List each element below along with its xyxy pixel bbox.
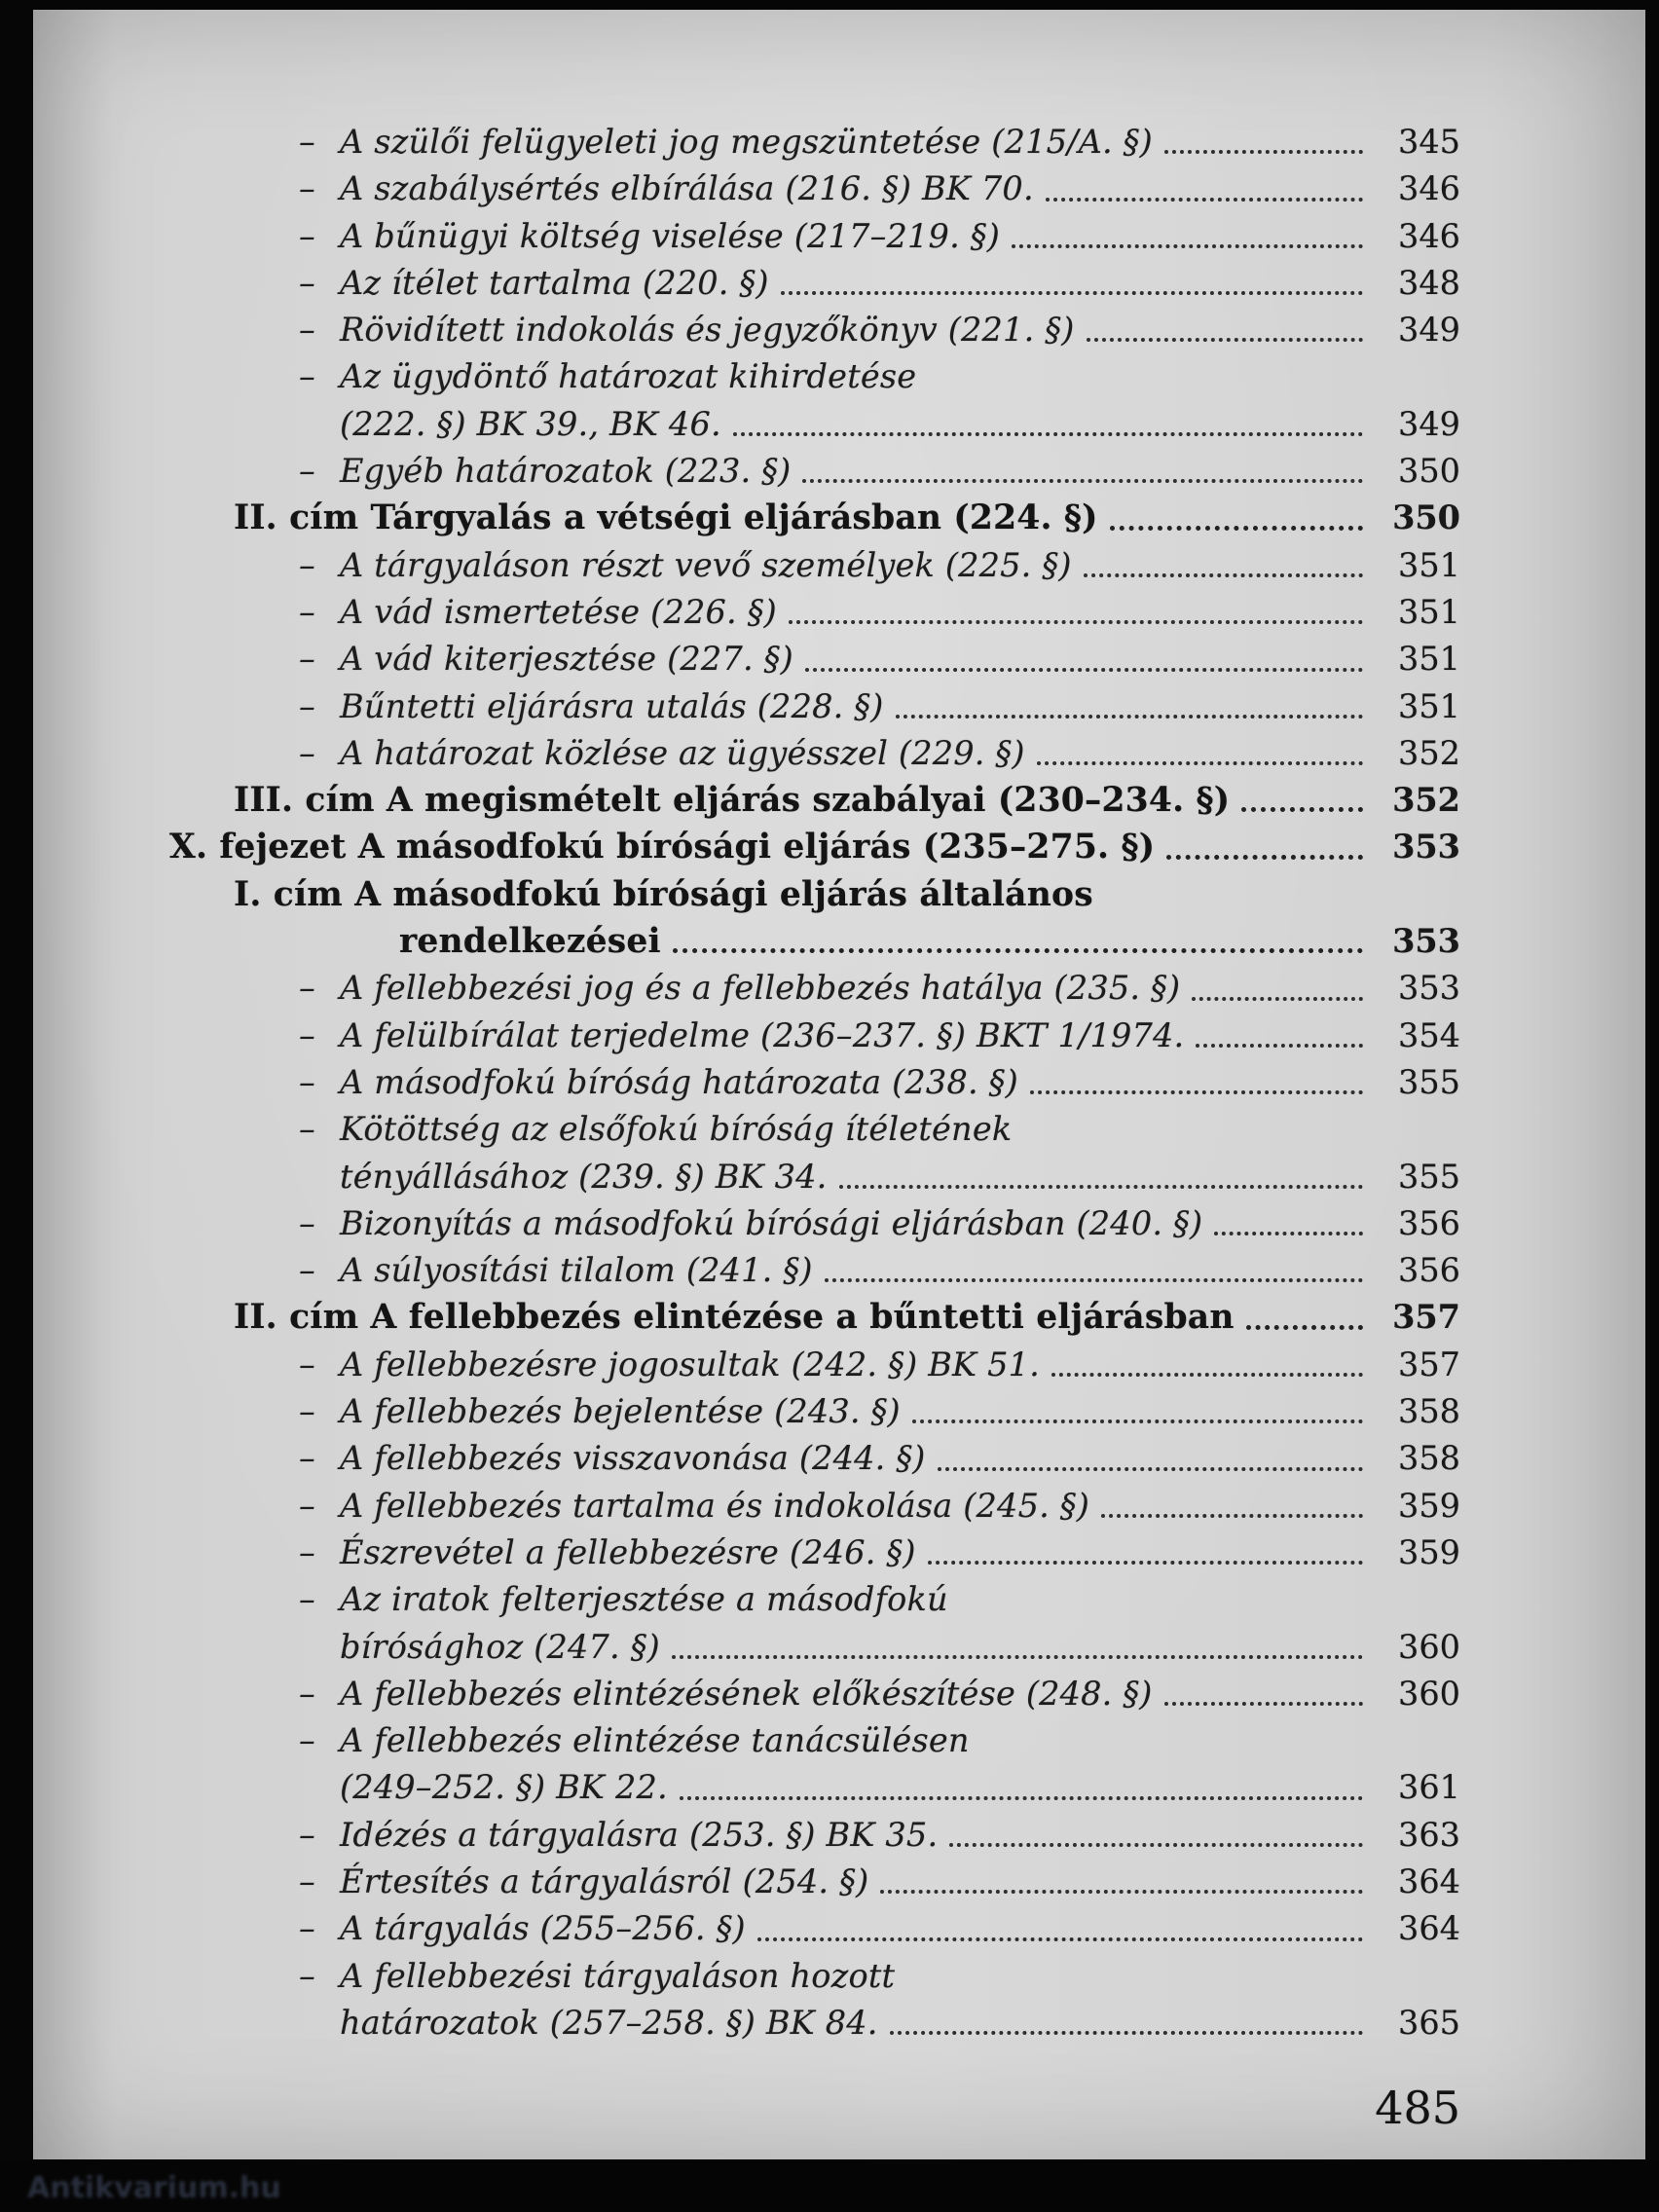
toc-entry-page-number: 353 <box>1398 969 1460 1008</box>
table-of-contents <box>169 119 1460 2046</box>
toc-entry-text: A fellebbezési jog és a fellebbezés hatálya (235. §) <box>340 969 1181 1008</box>
dot-leader <box>1051 1373 1363 1377</box>
toc-entry-page-number: 359 <box>1398 1532 1460 1571</box>
toc-entry-page-number: 352 <box>1398 733 1460 772</box>
toc-row <box>169 1106 1460 1153</box>
toc-row <box>169 824 1460 870</box>
toc-entry-text: A felülbírálat terjedelme (236–237. §) BKT 1/1974. <box>340 1015 1185 1054</box>
entry-dash: – <box>299 452 315 491</box>
entry-dash: – <box>299 1532 315 1571</box>
dot-leader <box>1037 761 1363 765</box>
dot-leader <box>890 2031 1363 2035</box>
toc-entry-page-number: 363 <box>1398 1815 1460 1854</box>
book-page <box>33 10 1645 2159</box>
toc-row <box>169 1717 1460 1764</box>
toc-row <box>169 1530 1460 1576</box>
dot-leader <box>928 1561 1363 1565</box>
dot-leader <box>1012 244 1363 248</box>
entry-dash: – <box>299 1486 315 1525</box>
entry-dash: – <box>299 1815 315 1854</box>
toc-row <box>169 213 1460 260</box>
toc-entry-text: (249–252. §) BK 22. <box>340 1768 668 1807</box>
toc-entry-text: A vád ismertetése (226. §) <box>340 592 777 631</box>
toc-entry-page-number: 358 <box>1398 1439 1460 1478</box>
entry-dash: – <box>299 1956 315 1995</box>
entry-dash: – <box>299 1909 315 1948</box>
toc-entry-page-number: 355 <box>1398 1062 1460 1101</box>
dot-leader <box>1164 150 1363 154</box>
toc-row <box>169 1905 1460 1952</box>
toc-entry-page-number: 349 <box>1398 404 1460 443</box>
toc-entry-text: Egyéb határozatok (223. §) <box>340 452 792 491</box>
dot-leader <box>880 1890 1363 1894</box>
scan-border-bottom <box>0 2159 1659 2212</box>
entry-dash: – <box>299 592 315 631</box>
dot-leader <box>825 1278 1363 1282</box>
dot-leader <box>673 948 1363 953</box>
toc-entry-page-number: 346 <box>1398 169 1460 208</box>
toc-row <box>169 1859 1460 1905</box>
dot-leader <box>1101 1514 1363 1518</box>
toc-entry-text: A fellebbezés elintézése tanácsülésen <box>340 1721 970 1760</box>
dot-leader <box>1246 1325 1363 1330</box>
toc-row <box>169 1483 1460 1530</box>
dot-leader <box>781 291 1363 295</box>
toc-row <box>169 1013 1460 1059</box>
toc-row <box>169 965 1460 1012</box>
watermark-text: Antikvarium.hu <box>27 2171 281 2205</box>
toc-entry-text: A fellebbezés visszavonása (244. §) <box>340 1439 926 1478</box>
toc-entry-page-number: 364 <box>1398 1909 1460 1948</box>
toc-entry-page-number: 351 <box>1398 545 1460 584</box>
dot-leader <box>938 1467 1363 1471</box>
toc-entry-text: II. cím A fellebbezés elintézése a bűntetti eljárásban <box>234 1298 1235 1338</box>
toc-entry-text: III. cím A megismételt eljárás szabályai (230–234. §) <box>234 781 1231 821</box>
entry-dash: – <box>299 733 315 772</box>
dot-leader <box>1084 573 1363 577</box>
dot-leader <box>1214 1232 1363 1235</box>
dot-leader <box>789 620 1363 624</box>
entry-dash: – <box>299 1392 315 1431</box>
toc-entry-text: A tárgyaláson részt vevő személyek (225. §) <box>340 545 1072 584</box>
toc-entry-text: Értesítés a tárgyalásról (254. §) <box>340 1862 869 1900</box>
toc-entry-text: A szabálysértés elbírálása (216. §) BK 70. <box>340 169 1034 208</box>
toc-row <box>169 166 1460 212</box>
toc-row <box>169 260 1460 307</box>
scan-border-left <box>0 0 33 2212</box>
toc-row <box>169 777 1460 824</box>
toc-entry-page-number: 354 <box>1398 1015 1460 1054</box>
toc-entry-text: Rövidített indokolás és jegyzőkönyv (221. §) <box>340 311 1075 350</box>
dot-leader <box>1196 1044 1363 1048</box>
toc-entry-page-number: 351 <box>1398 686 1460 725</box>
dot-leader <box>733 432 1363 436</box>
toc-entry-text: A fellebbezés bejelentése (243. §) <box>340 1392 901 1431</box>
toc-row <box>169 119 1460 166</box>
toc-entry-page-number: 351 <box>1398 640 1460 679</box>
toc-entry-page-number: 353 <box>1392 922 1460 961</box>
toc-row <box>169 1435 1460 1482</box>
toc-entry-text: Az ítélet tartalma (220. §) <box>340 263 769 302</box>
toc-row <box>169 1812 1460 1859</box>
dot-leader <box>1241 807 1363 812</box>
toc-entry-text: A fellebbezésre jogosultak (242. §) BK 51. <box>340 1345 1040 1383</box>
dot-leader <box>1087 338 1364 342</box>
toc-entry-page-number: 349 <box>1398 311 1460 350</box>
dot-leader <box>1110 526 1363 531</box>
toc-entry-page-number: 360 <box>1398 1627 1460 1666</box>
dot-leader <box>896 715 1363 719</box>
toc-entry-text: Idézés a tárgyalásra (253. §) BK 35. <box>340 1815 939 1854</box>
toc-entry-page-number: 358 <box>1398 1392 1460 1431</box>
toc-row <box>169 636 1460 682</box>
scan-border-top <box>0 0 1659 10</box>
toc-entry-text: Bűntetti eljárásra utalás (228. §) <box>340 686 884 725</box>
toc-row <box>169 448 1460 495</box>
toc-row <box>169 683 1460 730</box>
toc-entry-text: Az ügydöntő határozat kihirdetése <box>340 357 917 396</box>
toc-row <box>169 918 1460 965</box>
dot-leader <box>802 479 1363 483</box>
toc-entry-page-number: 361 <box>1398 1768 1460 1807</box>
toc-row <box>169 1200 1460 1247</box>
page-number: 485 <box>1375 2082 1460 2134</box>
toc-row <box>169 1247 1460 1294</box>
toc-row <box>169 307 1460 353</box>
entry-dash: – <box>299 640 315 679</box>
toc-row <box>169 730 1460 777</box>
toc-entry-text: II. cím Tárgyalás a vétségi eljárásban (224. §) <box>234 498 1098 538</box>
dot-leader <box>672 1655 1363 1659</box>
toc-entry-page-number: 348 <box>1398 263 1460 302</box>
toc-row <box>169 542 1460 589</box>
toc-row <box>169 1764 1460 1811</box>
entry-dash: – <box>299 311 315 350</box>
toc-row <box>169 1154 1460 1200</box>
toc-entry-page-number: 357 <box>1392 1298 1460 1337</box>
toc-row <box>169 1576 1460 1623</box>
toc-row <box>169 1342 1460 1388</box>
toc-entry-text: I. cím A másodfokú bírósági eljárás általános <box>234 874 1093 914</box>
toc-entry-page-number: 345 <box>1398 123 1460 161</box>
toc-entry-page-number: 360 <box>1398 1674 1460 1713</box>
scan-border-right <box>1645 0 1659 2212</box>
toc-entry-text: A fellebbezési tárgyaláson hozott <box>340 1956 896 1995</box>
toc-entry-page-number: 357 <box>1398 1345 1460 1383</box>
toc-row <box>169 495 1460 541</box>
entry-dash: – <box>299 1062 315 1101</box>
toc-row <box>169 2000 1460 2046</box>
dot-leader <box>949 1843 1363 1847</box>
toc-entry-text: bírósághoz (247. §) <box>340 1627 660 1666</box>
toc-entry-page-number: 356 <box>1398 1251 1460 1290</box>
toc-row <box>169 401 1460 448</box>
dot-leader <box>1166 855 1363 860</box>
toc-row <box>169 1953 1460 2000</box>
entry-dash: – <box>299 1674 315 1713</box>
dot-leader <box>912 1419 1363 1423</box>
toc-entry-text: A fellebbezés elintézésének előkészítése (248. §) <box>340 1674 1153 1713</box>
entry-dash: – <box>299 357 315 396</box>
toc-entry-text: tényállásához (239. §) BK 34. <box>340 1157 828 1196</box>
toc-entry-text: A fellebbezés tartalma és indokolása (245. §) <box>340 1486 1089 1525</box>
toc-row <box>169 1624 1460 1671</box>
entry-dash: – <box>299 969 315 1008</box>
toc-row <box>169 1294 1460 1341</box>
toc-entry-page-number: 352 <box>1392 781 1460 820</box>
toc-entry-page-number: 365 <box>1398 2003 1460 2042</box>
entry-dash: – <box>299 216 315 255</box>
toc-entry-text: határozatok (257–258. §) BK 84. <box>340 2003 878 2042</box>
dot-leader <box>805 668 1363 672</box>
dot-leader <box>1192 997 1363 1001</box>
dot-leader <box>839 1185 1363 1189</box>
entry-dash: – <box>299 1439 315 1478</box>
toc-entry-page-number: 350 <box>1398 452 1460 491</box>
entry-dash: – <box>299 1251 315 1290</box>
toc-entry-page-number: 351 <box>1398 592 1460 631</box>
toc-entry-text: Az iratok felterjesztése a másodfokú <box>340 1580 948 1619</box>
toc-entry-text: Kötöttség az elsőfokú bíróság ítéletének <box>340 1110 1013 1149</box>
toc-row <box>169 1671 1460 1717</box>
toc-entry-page-number: 355 <box>1398 1157 1460 1196</box>
entry-dash: – <box>299 686 315 725</box>
entry-dash: – <box>299 1203 315 1242</box>
toc-entry-text: Bizonyítás a másodfokú bírósági eljárásban (240. §) <box>340 1203 1203 1242</box>
entry-dash: – <box>299 1110 315 1149</box>
toc-row <box>169 871 1460 918</box>
dot-leader <box>1030 1090 1363 1094</box>
toc-entry-text: rendelkezései <box>399 922 661 962</box>
toc-entry-text: (222. §) BK 39., BK 46. <box>340 404 721 443</box>
toc-entry-text: A másodfokú bíróság határozata (238. §) <box>340 1062 1018 1101</box>
entry-dash: – <box>299 1580 315 1619</box>
toc-entry-text: A szülői felügyeleti jog megszüntetése (215/A. §) <box>340 123 1153 161</box>
toc-entry-text: A tárgyalás (255–256. §) <box>340 1909 746 1948</box>
dot-leader <box>680 1796 1363 1800</box>
entry-dash: – <box>299 1015 315 1054</box>
entry-dash: – <box>299 1345 315 1383</box>
entry-dash: – <box>299 545 315 584</box>
dot-leader <box>757 1937 1363 1941</box>
entry-dash: – <box>299 1862 315 1900</box>
toc-entry-text: A bűnügyi költség viselése (217–219. §) <box>340 216 1000 255</box>
entry-dash: – <box>299 263 315 302</box>
toc-row <box>169 353 1460 400</box>
toc-entry-page-number: 364 <box>1398 1862 1460 1900</box>
toc-entry-page-number: 346 <box>1398 216 1460 255</box>
entry-dash: – <box>299 1721 315 1760</box>
toc-entry-text: A vád kiterjesztése (227. §) <box>340 640 793 679</box>
entry-dash: – <box>299 169 315 208</box>
toc-row <box>169 1388 1460 1435</box>
toc-entry-text: X. fejezet A másodfokú bírósági eljárás (235–275. §) <box>169 828 1156 867</box>
toc-entry-text: A határozat közlése az ügyésszel (229. §) <box>340 733 1025 772</box>
toc-entry-text: A súlyosítási tilalom (241. §) <box>340 1251 813 1290</box>
toc-row <box>169 589 1460 636</box>
dot-leader <box>1164 1702 1363 1706</box>
toc-entry-text: Észrevétel a fellebbezésre (246. §) <box>340 1532 916 1571</box>
toc-entry-page-number: 350 <box>1392 498 1460 537</box>
toc-entry-page-number: 359 <box>1398 1486 1460 1525</box>
toc-entry-page-number: 353 <box>1392 828 1460 866</box>
dot-leader <box>1046 198 1363 202</box>
entry-dash: – <box>299 123 315 161</box>
toc-entry-page-number: 356 <box>1398 1203 1460 1242</box>
toc-row <box>169 1059 1460 1106</box>
